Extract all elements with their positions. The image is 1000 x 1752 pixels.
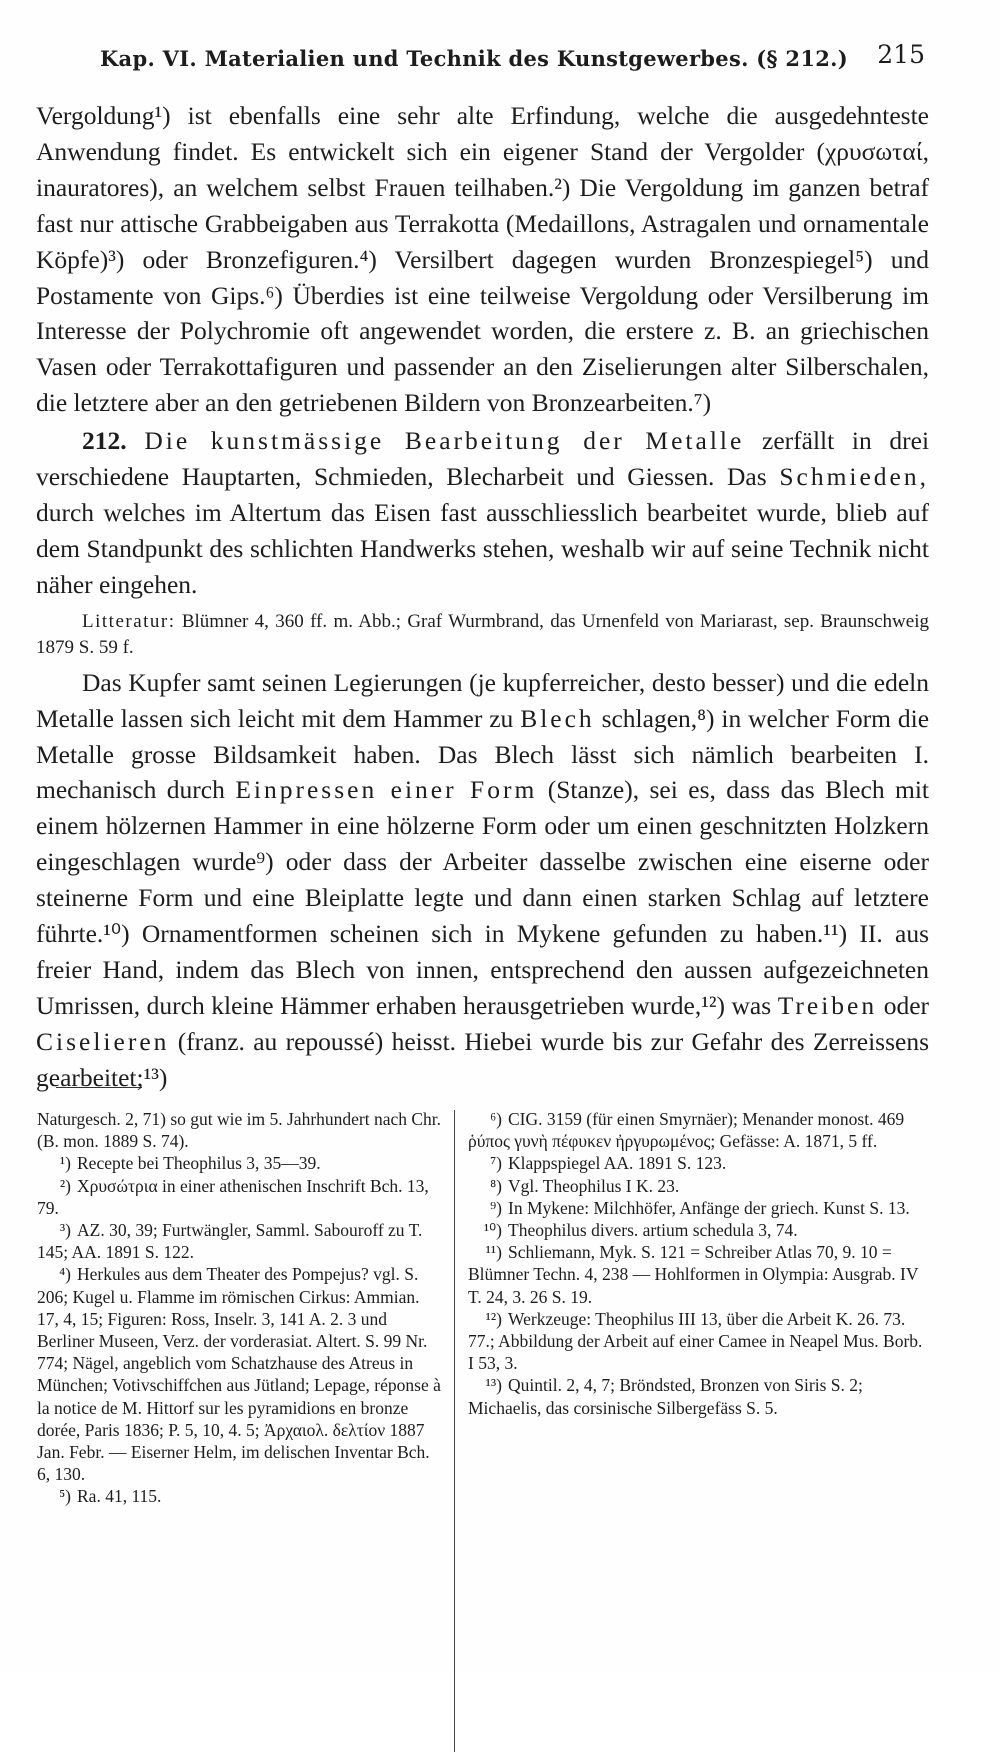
term-einpressen: Einpressen einer Form: [235, 775, 538, 805]
running-title: Kap. VI. Materialien und Technik des Kunstgewerbes. (§ 212.): [100, 46, 849, 71]
footnote: ¹¹) Schliemann, Myk. S. 121 = Schreiber Atlas 70, 9. 10 = Blümner Techn. 4, 238 — Hohlformen in Olympia: Ausgrab. IV T. 24, 3. 26 S. 19.: [468, 1242, 919, 1307]
main-text: [36, 98, 929, 1096]
term-treiben: Treiben: [777, 990, 878, 1020]
footnote: ⁴) Herkules aus dem Theater des Pompejus? vgl. S. 206; Kugel u. Flamme im römischen Cirkus: Ammian. 17, 4, 15; Figuren: Ross, Inselr. 3, 141 A. 2. 3 und Berliner Museen, Verz. der vorderasiat. Altert. S. 99 Nr. 774; Nägel, angeblich vom Schatzhause des Atreus in München; Votivschiffchen aus Jütland; Lepage, réponse à la notice de M. Hittorf sur les pyramidions en bronze dorée, Paris 1836; P. 5, 10, 4. 5; Ἀρχαιολ. δελτίον 1887 Jan. Febr. — Eiserner Helm, im delischen Inventar Bch. 6, 130.: [37, 1264, 441, 1485]
footnotes-right-column: [468, 1108, 930, 1419]
footnote: ¹³) Quintil. 2, 4, 7; Bröndsted, Bronzen von Siris S. 2; Michaelis, das corsinische Silbergefäss S. 5.: [468, 1375, 863, 1418]
footnote: ⁵) Ra. 41, 115.: [59, 1486, 162, 1507]
footnotes-left-column: [37, 1108, 442, 1508]
footnote: ¹⁰) Theophilus divers. artium schedula 3, 74.: [483, 1220, 798, 1241]
paragraph-kupfer: Das Kupfer samt seinen Legierungen (je kupferreicher, desto besser) und die edeln Metalle lassen sich leicht mit dem Hammer zu Blech schlagen,⁸) in welcher Form die Metalle grosse Bildsamkeit haben. Das Blech lässt sich nämlich bearbeiten I. mechanisch durch Einpressen einer Form (Stanze), sei es, dass das Blech mit einem hölzernen Hammer in eine hölzerne Form oder um einen geschnitzten Holzkern eingeschlagen wurde⁹) oder dass der Arbeiter dasselbe zwischen eine eiserne oder steinerne Form und eine Bleiplatte legte und dann einen starken Schlag auf letztere führte.¹⁰) Ornamentformen scheinen sich in Mykene gefunden zu haben.¹¹) II. aus freier Hand, indem das Blech von innen, entsprechend den aussen aufgezeichneten Umrissen, durch kleine Hämmer erhaben herausgetrieben wurde,¹²) was Treiben oder Ciselieren (franz. au repoussé) heisst. Hiebei wurde bis zur Gefahr des Zerreissens gearbeitet;¹³): [36, 667, 930, 1092]
footnote: ⁶) CIG. 3159 (für einen Smyrnäer); Menander monost. 469 ῥύπος γυνὴ πέφυκεν ἠργυρωμένος; Gefässe: A. 1871, 5 ff.: [468, 1109, 905, 1152]
footnote: ¹) Recepte bei Theophilus 3, 35—39.: [59, 1153, 321, 1174]
section-212: 212. Die kunstmässige Bearbeitung der Metalle zerfällt in drei verschiedene Hauptarten, Schmieden, Blecharbeit und Giessen. Das Schmieden, durch welches im Altertum das Eisen fast ausschliesslich bearbeitet wurde, blieb auf dem Standpunkt des schlichten Handwerks stehen, weshalb wir auf seine Technik nicht näher eingehen.: [36, 426, 930, 599]
footnote-rule: [56, 1087, 142, 1088]
literature-note: Litteratur: Blümner 4, 360 ff. m. Abb.; Graf Wurmbrand, das Urnenfeld von Mariarast, sep. Braunschweig 1879 S. 59 f.: [36, 610, 929, 658]
footnote: Naturgesch. 2, 71) so gut wie im 5. Jahrhundert nach Chr. (B. mon. 1889 S. 74).: [37, 1109, 442, 1152]
footnote: ¹²) Werkzeuge: Theophilus III 13, über die Arbeit K. 26. 73. 77.; Abbildung der Arbeit auf einer Camee in Neapel Mus. Borb. I 53, 3.: [468, 1308, 923, 1374]
column-divider: [454, 1110, 455, 1752]
term-ciselieren: Ciselieren: [36, 1026, 170, 1056]
section-heading-spaced: Die kunstmässige Bearbeitung der Metalle: [144, 426, 745, 456]
paragraph-vergoldung: Vergoldung¹) ist ebenfalls eine sehr alte Erfindung, welche die ausgedehnteste Anwendung findet. Es entwickelt sich ein eigener Stand der Vergolder (χρυσωταί, inauratores), an welchem selbst Frauen teilhaben.²) Die Vergoldung im ganzen betraf fast nur attische Grabbeigaben aus Terrakotta (Medaillons, Astragalen und ornamentale Köpfe)³) oder Bronzefiguren.⁴) Versilbert dagegen wurden Bronzespiegel⁵) und Postamente von Gips.⁶) Überdies ist eine teilweise Vergoldung oder Versilberung im Interesse der Polychromie oft angewendet worden, die erstere z. B. an griechischen Vasen oder Terrakottafiguren und passender an den Ziselierungen alter Silberschalen, die letztere aber an den getriebenen Bildern von Bronzearbeiten.⁷): [36, 101, 929, 418]
footnote: ⁹) In Mykene: Milchhöfer, Anfänge der griech. Kunst S. 13.: [490, 1197, 910, 1218]
footnote: ³) AZ. 30, 39; Furtwängler, Samml. Sabouroff zu T. 145; AA. 1891 S. 122.: [37, 1220, 423, 1263]
footnote: ⁷) Klappspiegel AA. 1891 S. 123.: [490, 1153, 727, 1174]
footnote: ²) Χρυσώτρια in einer athenischen Inschrift Bch. 13, 79.: [37, 1175, 429, 1218]
term-schmieden: Schmieden,: [779, 462, 929, 492]
footnote: ⁸) Vgl. Theophilus I K. 23.: [490, 1175, 680, 1196]
term-blech: Blech: [520, 703, 595, 733]
section-number: 212.: [82, 426, 127, 456]
page-number: 215: [877, 40, 925, 69]
page-header: [100, 38, 925, 74]
